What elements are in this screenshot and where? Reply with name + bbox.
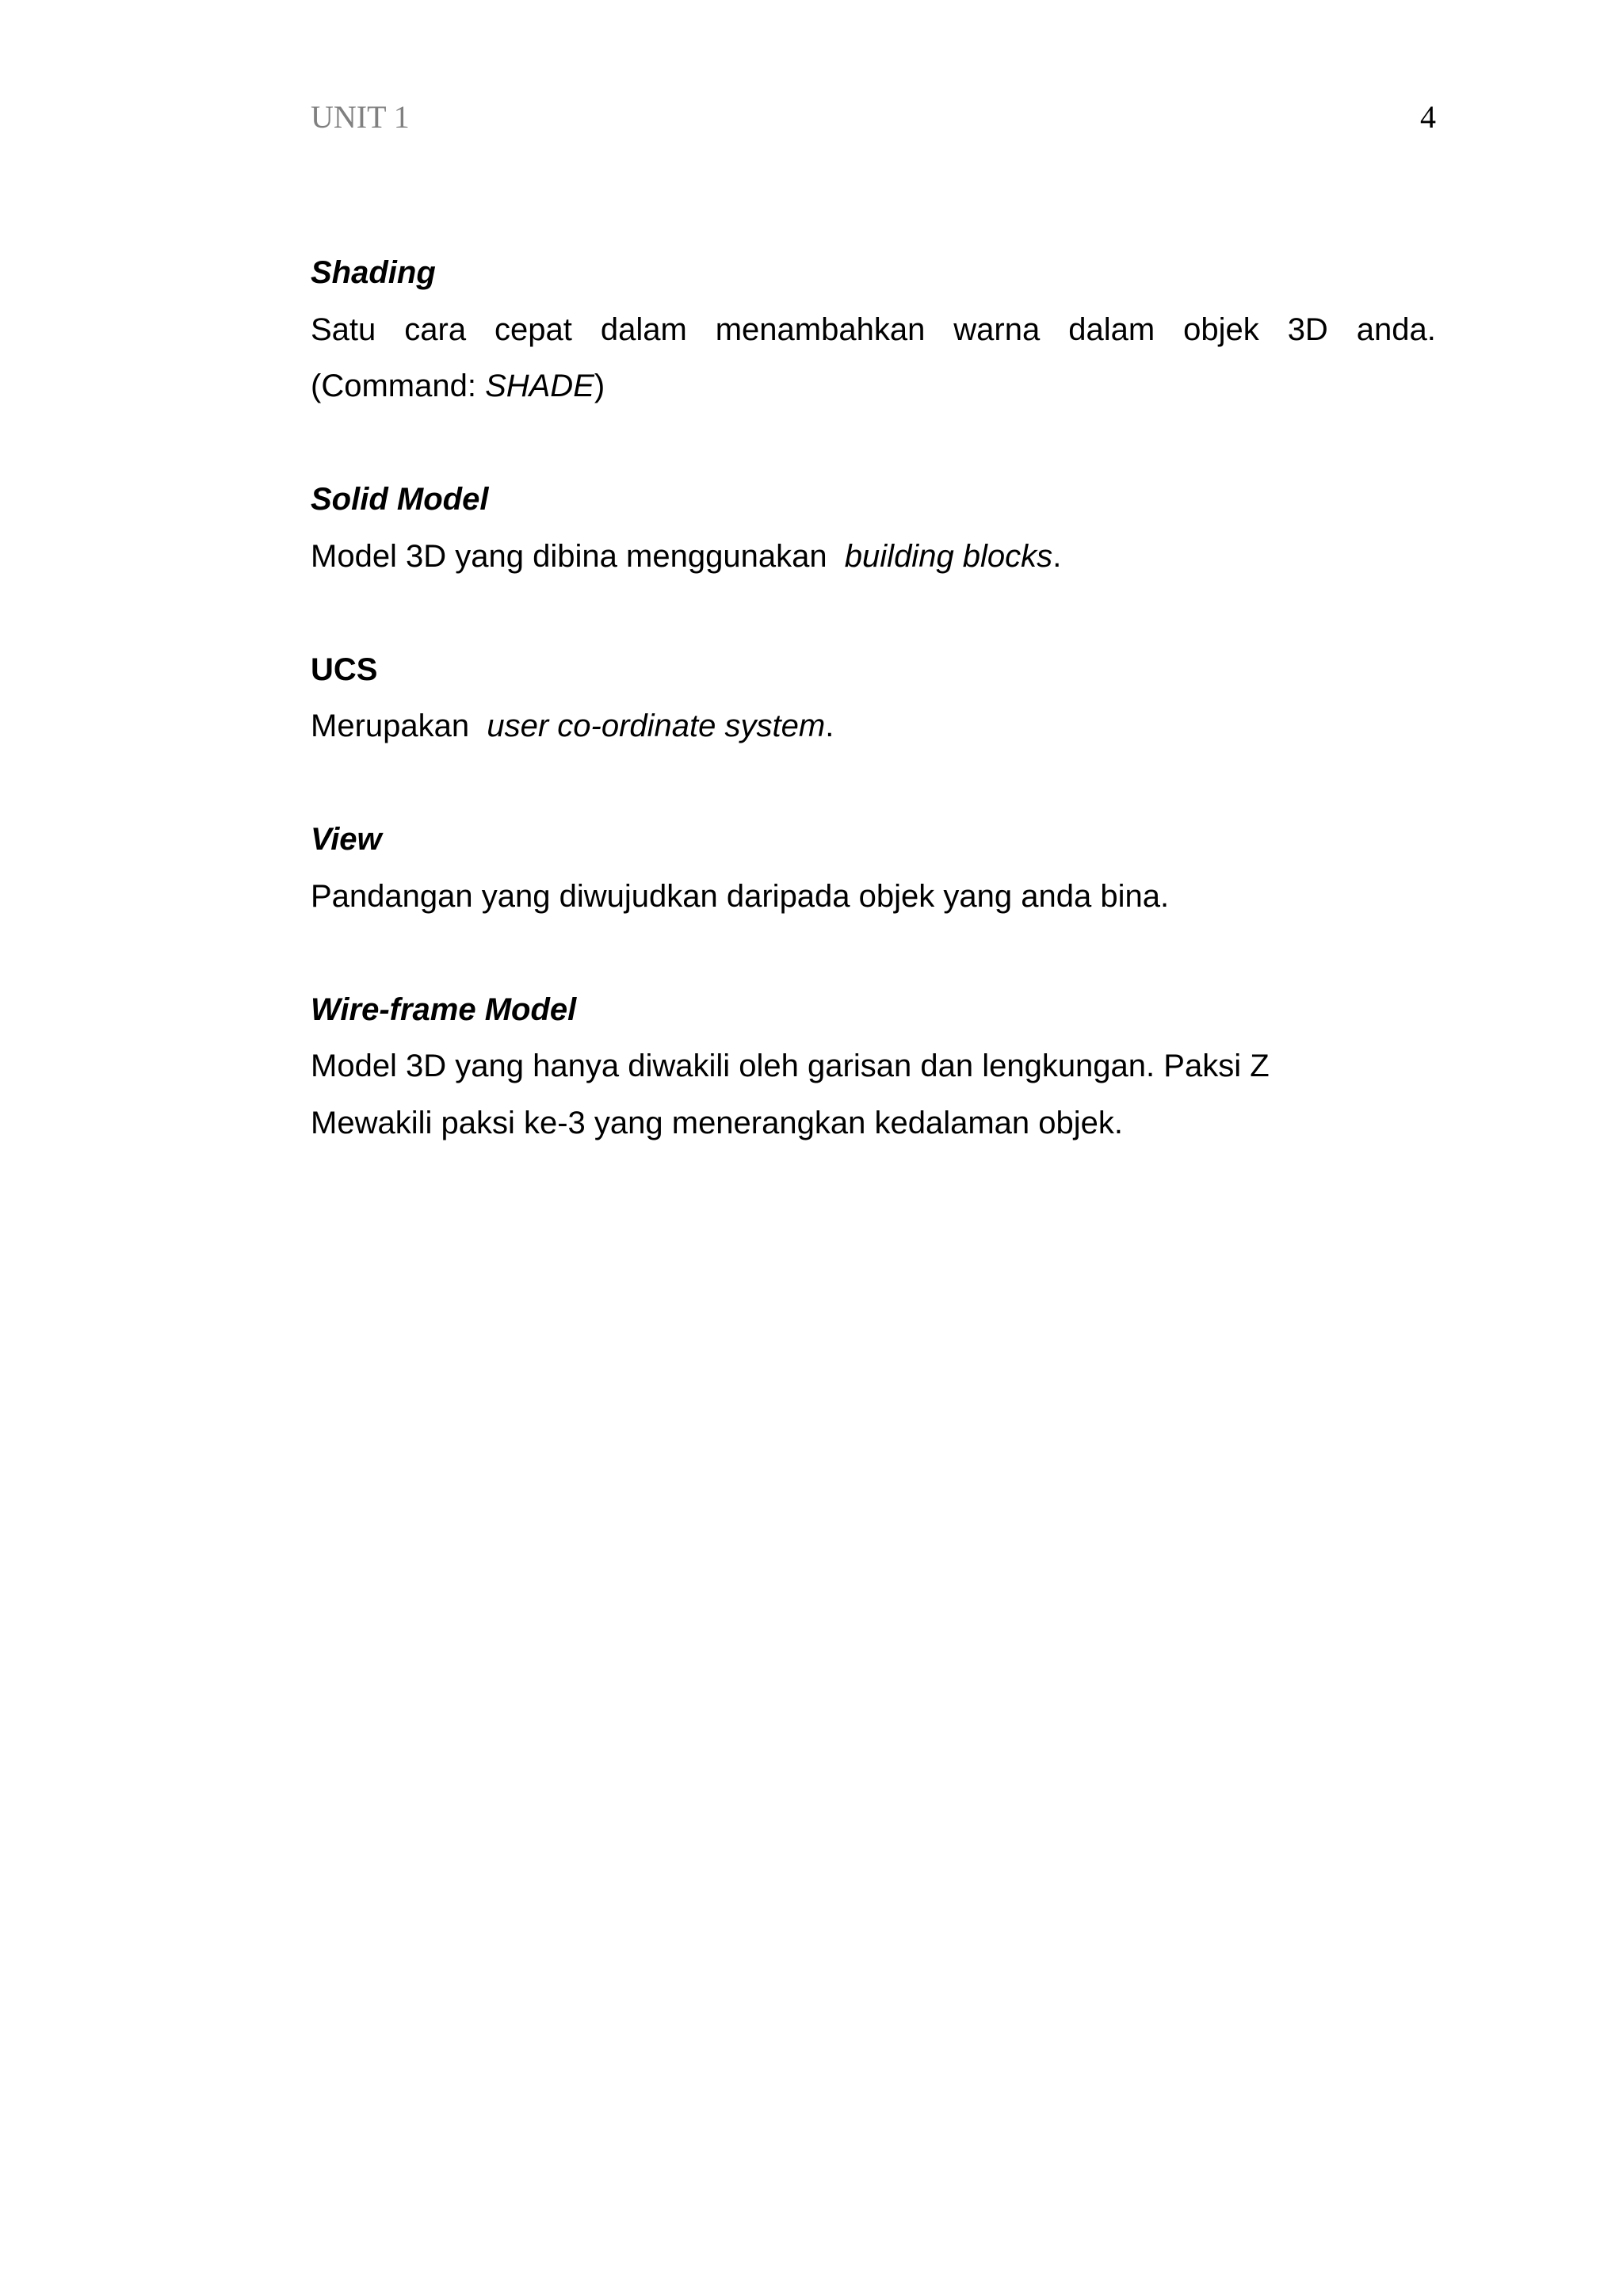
definition-wire-frame-line-1: Model 3D yang hanya diwakili oleh garisan dan lengkungan. Paksi Z	[311, 1049, 1270, 1083]
term-ucs: UCS	[311, 651, 378, 687]
definition-wire-frame-line-2: Mewakili paksi ke-3 yang menerangkan kedalaman objek.	[311, 1105, 1123, 1140]
glossary-entry-shading	[311, 245, 1436, 415]
glossary-entry-wire-frame-model	[311, 982, 1436, 1152]
definition-shading-line-2: (Command: SHADE)	[311, 369, 605, 403]
running-header-unit: UNIT 1	[311, 99, 410, 135]
term-solid-model: Solid Model	[311, 482, 489, 517]
glossary-body	[311, 245, 1436, 1209]
command-shade: SHADE	[485, 369, 594, 403]
definition-shading	[311, 302, 1436, 415]
term-view: View	[311, 822, 382, 857]
definition-ucs: Merupakan user co-ordinate system.	[311, 709, 834, 743]
glossary-entry-ucs	[311, 642, 1436, 755]
definition-shading-line-1: Satu cara cepat dalam menambahkan warna dalam objek 3D anda.	[311, 311, 1436, 347]
glossary-entry-view	[311, 812, 1436, 925]
glossary-entry-solid-model	[311, 472, 1436, 585]
definition-view: Pandangan yang diwujudkan daripada objek yang anda bina.	[311, 878, 1170, 914]
term-shading: Shading	[311, 255, 436, 290]
page-number: 4	[1420, 99, 1436, 135]
term-wire-frame-model: Wire-frame Model	[311, 991, 577, 1027]
definition-solid-model: Model 3D yang dibina menggunakan building blocks.	[311, 538, 1062, 574]
definition-wire-frame-model	[311, 1038, 1436, 1152]
